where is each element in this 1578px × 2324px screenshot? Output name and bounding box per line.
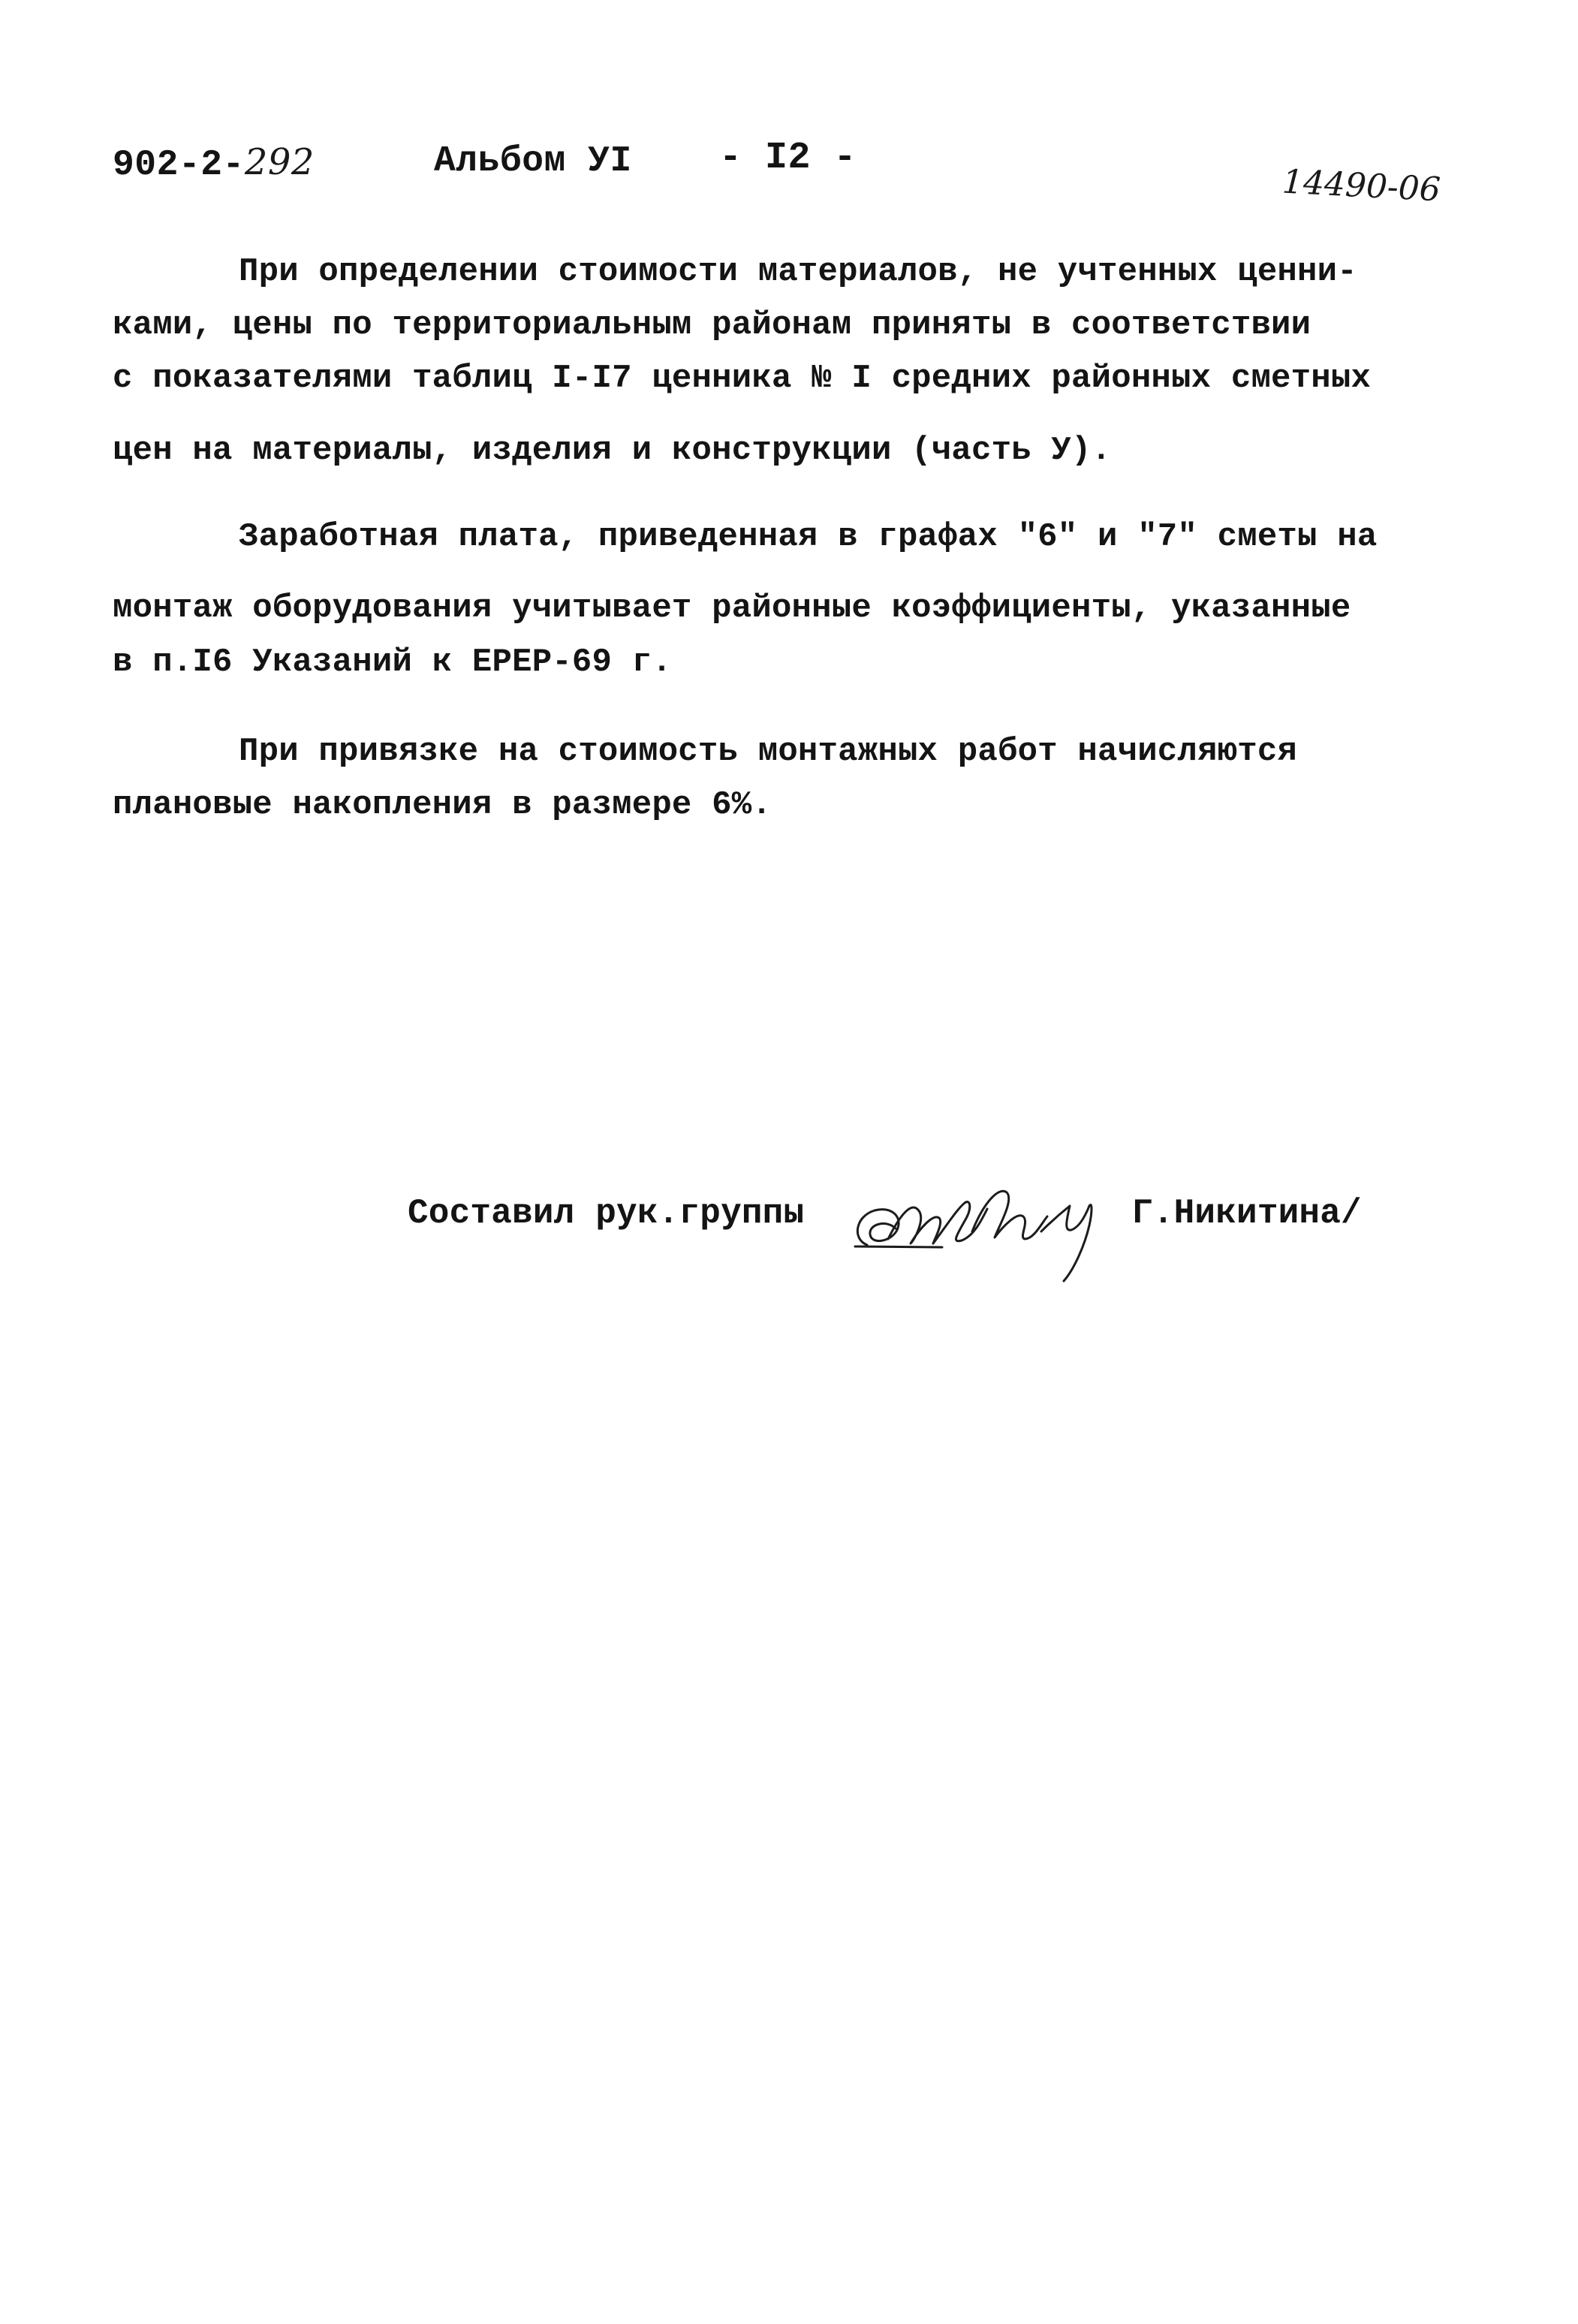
signer-role-label: Составил рук.группы [408, 1194, 805, 1233]
doc-code [113, 141, 315, 185]
doc-code-typed: 902-2- [113, 145, 245, 185]
text-line: плановые накопления в размере 6%. [113, 786, 772, 824]
page-number: - I2 - [719, 137, 857, 179]
text-line: Заработная плата, приведенная в графах "6" и "7" сметы на [239, 518, 1378, 556]
text-line: ками, цены по территориальным районам приняты в соответствии [113, 306, 1311, 344]
archive-number: 14490-06 [1281, 162, 1442, 209]
signer-name: Г.Никитина/ [1132, 1194, 1362, 1233]
text-line: в п.I6 Указаний к ЕРЕР-69 г. [113, 644, 672, 681]
album-label: Альбом УI [434, 141, 632, 182]
text-line: При привязке на стоимость монтажных работ начисляются [239, 733, 1298, 770]
text-line: цен на материалы, изделия и конструкции (часть У). [113, 432, 1112, 469]
text-line: с показателями таблиц I-I7 ценника № I средних районных сметных [113, 360, 1372, 397]
doc-code-handwritten: 292 [244, 141, 315, 183]
text-line: монтаж оборудования учитывает районные коэффициенты, указанные [113, 589, 1351, 627]
handwritten-signature [845, 1156, 1130, 1284]
text-line: При определении стоимости материалов, не учтенных ценни- [239, 253, 1357, 291]
